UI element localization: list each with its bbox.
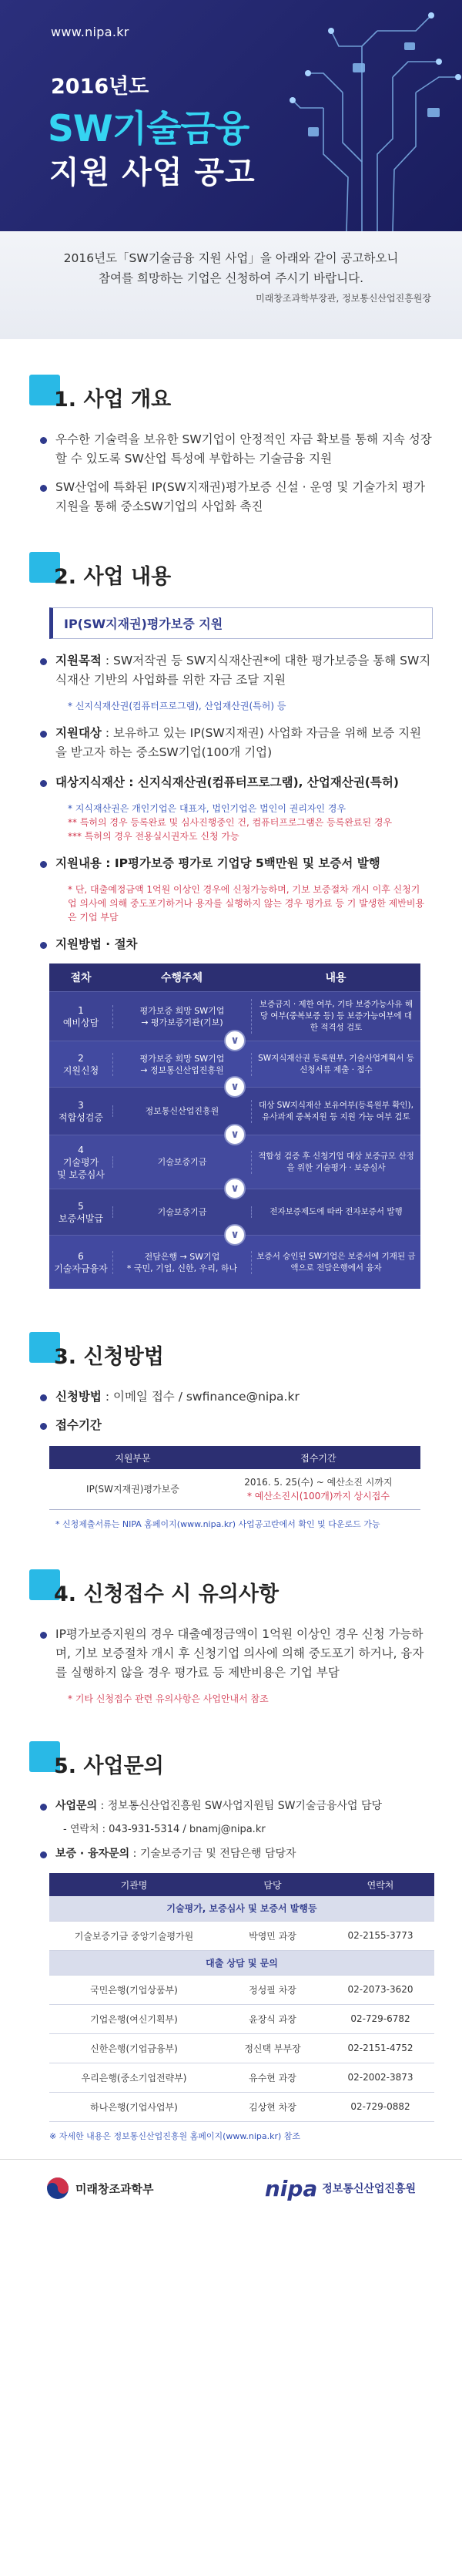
contact-table [49, 1873, 434, 2122]
process-desc-cell: 대상 SW지식재산 보유여부(등록원부 확인), 유사과제 중복지원 등 지원 가능 여부 검토 [251, 1100, 420, 1123]
apply-category-cell: IP(SW지재권)평가보증 [49, 1469, 216, 1510]
contact-phone-cell: 02-2155-3773 [326, 1921, 434, 1950]
section-heading [29, 368, 433, 422]
contact-person-cell: 윤장식 과장 [219, 2004, 326, 2033]
apply-note: * 신청제출서류는 NIPA 홈페이지(www.nipa.kr) 사업공고란에서 확인 및 다운로드 가능 [55, 1519, 380, 1529]
process-col-actor: 수행주체 [160, 972, 203, 984]
contact-org-cell: 국민은행(기업상품부) [49, 1975, 219, 2004]
section-overview [0, 368, 462, 516]
program-subheading: IP(SW지재권)평가보증 지원 [49, 607, 433, 639]
contact-row [49, 2004, 434, 2033]
section-number: 5. 사업문의 [54, 1754, 164, 1778]
contact-person-cell: 정신택 부부장 [219, 2033, 326, 2063]
taegeuk-icon [46, 2177, 69, 2200]
contact-org-cell: 기업은행(여신기획부) [49, 2004, 219, 2033]
circuit-hand-illustration [262, 0, 462, 231]
section-heading [29, 1735, 433, 1789]
contact-col-phone: 연락처 [326, 1873, 434, 1896]
apply-method-bullet: 신청방법 : 이메일 접수 / swfinance@nipa.kr [29, 1387, 433, 1407]
section-content [0, 546, 462, 1289]
process-desc-cell: 전자보증제도에 따라 전자보증서 발행 [251, 1206, 420, 1218]
goal-note: * 신지식재산권(컴퓨터프로그램), 산업재산권(특허) 등 [68, 701, 286, 711]
contact-group-row: 대출 상담 및 문의 [49, 1950, 434, 1975]
process-actor-cell: 정보통신산업진흥원 [112, 1105, 251, 1117]
contact-org-cell: 하나은행(기업사업부) [49, 2092, 219, 2121]
chevron-down-icon: ∨ [224, 1124, 246, 1145]
chevron-down-icon: ∨ [224, 1224, 246, 1246]
apply-period-cell: 2016. 5. 25(수) ~ 예산소진 시까지 * 예산소진시(100개)까지 상시접수 [216, 1469, 420, 1510]
chevron-down-icon: ∨ [224, 1076, 246, 1098]
contact-phone-cell: 02-729-6782 [326, 2004, 434, 2033]
inquiry-bullet-1: 사업문의 : 정보통신산업진흥원 SW사업지원팀 SW기술금융사업 담당 [29, 1797, 433, 1816]
process-desc-cell: 보증서 승인된 SW기업은 보증서에 기재된 금액으로 전담은행에서 융자 [251, 1251, 420, 1274]
process-actor-cell: 평가보증 희망 SW기업 → 정보통신산업진흥원 [112, 1053, 251, 1076]
asset-bullet: 대상지식재산 : 신지식재산권(컴퓨터프로그램), 산업재산권(특허) [29, 773, 433, 792]
process-table [49, 963, 420, 1289]
asset-note-3: *** 특허의 경우 전용실시권자도 신청 가능 [68, 831, 239, 842]
process-step-cell: 3 적합성검증 [59, 1099, 103, 1123]
apply-period-table [49, 1446, 420, 1510]
nipa-logo: nipa 정보통신산업진흥원 [264, 2175, 416, 2201]
goal-bullet: 지원목적 : SW저작권 등 SW지식재산권*에 대한 평가보증을 통해 SW지식재산 기반의 사업화를 위한 자금 조달 지원 [29, 651, 433, 690]
overview-bullet-2: SW산업에 특화된 IP(SW지재권)평가보증 신설 · 운영 및 기술가치 평가 지원을 통해 중소SW기업의 사업화 촉진 [29, 478, 433, 516]
process-header [49, 963, 420, 991]
contact-phone-cell: 02-2073-3620 [326, 1975, 434, 2004]
section-number: 1. 사업 개요 [54, 388, 172, 412]
process-row [49, 991, 420, 1047]
footer [0, 2159, 462, 2218]
target-bullet: 지원대상 : 보유하고 있는 IP(SW지재권) 사업화 자금을 위해 보증 지원을 받고자 하는 중소SW기업(100개 기업) [29, 724, 433, 762]
process-desc-cell: 보증금지 · 제한 여부, 기타 보증가능사유 해당 여부(중복보증 등) 등 보증가능여부에 대한 적격성 검토 [251, 999, 420, 1034]
apply-period-bullet: 접수기간 [29, 1416, 433, 1435]
contact-col-org: 기관명 [49, 1873, 219, 1896]
section-heading [29, 1563, 433, 1617]
apply-col-period: 접수기간 [216, 1446, 420, 1469]
contact-org-cell: 신한은행(기업금융부) [49, 2033, 219, 2063]
section-number: 3. 신청방법 [54, 1345, 164, 1369]
contact-phone-cell: 02-2151-4752 [326, 2033, 434, 2063]
process-step-cell: 4 기술평가 및 보증심사 [57, 1144, 105, 1180]
contact-row [49, 2033, 434, 2063]
hero-title: SW기술금융 [48, 108, 249, 150]
process-actor-cell: 평가보증 희망 SW기업 → 평가보증기관(기보) [112, 1005, 251, 1028]
contact-person-cell: 유수현 과장 [219, 2063, 326, 2092]
overview-bullet-1: 우수한 기술력을 보유한 SW기업이 안정적인 자금 확보를 통해 지속 성장할 수 있도록 SW산업 특성에 부합하는 기술금융 지원 [29, 430, 433, 469]
contact-person-cell: 정성필 차장 [219, 1975, 326, 2004]
chevron-down-icon: ∨ [224, 1030, 246, 1051]
support-note: * 단, 대출예정금액 1억원 이상인 경우에 신청가능하며, 기보 보증절차 개시 이후 신청기업 의사에 의해 중도포기하거나 용자를 실행하지 않는 경우 평가료 등 기 발생한 제반비용은 기업 부담 [68, 884, 425, 923]
apply-col-category: 지원부문 [49, 1446, 216, 1469]
contact-row [49, 1921, 434, 1950]
ministry-logo: 미래창조과학부 [46, 2177, 153, 2200]
caution-note: * 기타 신청접수 관련 유의사항은 사업안내서 참조 [68, 1693, 269, 1704]
process-col-step: 절차 [70, 972, 92, 984]
intro-line-2: 참여를 희망하는 기업은 신청하여 주시기 바랍니다. [99, 271, 363, 285]
section-heading [29, 1326, 433, 1380]
contact-phone-cell: 02-729-0882 [326, 2092, 434, 2121]
process-col-desc: 내용 [325, 972, 346, 984]
contact-row [49, 1975, 434, 2004]
section-heading [29, 546, 433, 600]
asset-note-2: ** 특허의 경우 등록완료 및 심사진행중인 건, 컴퓨터프로그램은 등록완료된 경우 [68, 817, 393, 828]
process-step-cell: 2 지원신청 [62, 1052, 99, 1076]
process-actor-cell: 기술보증기금 [112, 1156, 251, 1168]
method-bullet: 지원방법 · 절차 [29, 935, 433, 954]
intro-signature: 미래창조과학부장관, 정보통신산업진흥원장 [256, 293, 431, 304]
support-bullet: 지원내용 : IP평가보증 평가로 기업당 5백만원 및 보증서 발행 [29, 854, 433, 873]
section-caution [0, 1563, 462, 1706]
process-actor-cell: 전담은행 → SW기업 * 국민, 기업, 신한, 우리, 하나 [112, 1251, 251, 1274]
contact-phone-cell: 02-2002-3873 [326, 2063, 434, 2092]
inquiry-bullet-2: 보증 · 융자문의 : 기술보증기금 및 전담은행 담당자 [29, 1845, 433, 1864]
hero-year: 2016년도 [51, 75, 149, 99]
process-desc-cell: SW지식재산권 등록원부, 기술사업계획서 등 신청서류 제출 · 접수 [251, 1053, 420, 1076]
hero-subtitle: 지원 사업 공고 [49, 155, 256, 190]
contact-row [49, 2063, 434, 2092]
contact-person-cell: 김상현 차장 [219, 2092, 326, 2121]
contact-org-cell: 기술보증기금 중앙기술평가원 [49, 1921, 219, 1950]
section-number: 4. 신청접수 시 유의사항 [54, 1582, 279, 1606]
process-step-cell: 5 보증서발급 [59, 1200, 103, 1224]
hero-banner [0, 0, 462, 231]
contact-person-cell: 박영민 과장 [219, 1921, 326, 1950]
site-url[interactable]: www.nipa.kr [51, 25, 129, 39]
contact-row [49, 2092, 434, 2121]
intro-line-1: 2016년도「SW기술금융 지원 사업」을 아래와 같이 공고하오니 [63, 251, 399, 265]
inquiry-note: ※ 자세한 내용은 정보통신산업진흥원 홈페이지(www.nipa.kr) 참조 [49, 2130, 301, 2141]
process-desc-cell: 적합성 검증 후 신청기업 대상 보증규모 산정을 위한 기술평가 · 보증심사 [251, 1151, 420, 1174]
intro-box [0, 231, 462, 339]
process-step-cell: 6 기술자금융자 [54, 1250, 108, 1274]
section-inquiry [0, 1735, 462, 2142]
process-actor-cell: 기술보증기금 [112, 1206, 251, 1218]
chevron-down-icon: ∨ [224, 1178, 246, 1199]
section-apply [0, 1326, 462, 1531]
process-step-cell: 1 예비상담 [62, 1004, 99, 1028]
contact-col-person: 담당 [219, 1873, 326, 1896]
caution-bullet: IP평가보증지원의 경우 대출예정금액이 1억원 이상인 경우 신청 가능하며, 기보 보증절차 개시 후 신청기업 의사에 의해 중도포기 하거나, 융자를 실행하지 않을 경우 평가료 등 제반비용은 기업 부담 [29, 1625, 433, 1683]
section-number: 2. 사업 내용 [54, 565, 172, 589]
asset-note-1: * 지식재산권은 개인기업은 대표자, 법인기업은 법인이 권리자인 경우 [68, 803, 346, 814]
contact-group-row: 기술평가, 보증심사 및 보증서 발행등 [49, 1896, 434, 1921]
contact-org-cell: 우리은행(중소기업전략부) [49, 2063, 219, 2092]
inquiry-contact: - 연락처 : 043-931-5314 / bnamj@nipa.kr [63, 1824, 266, 1835]
